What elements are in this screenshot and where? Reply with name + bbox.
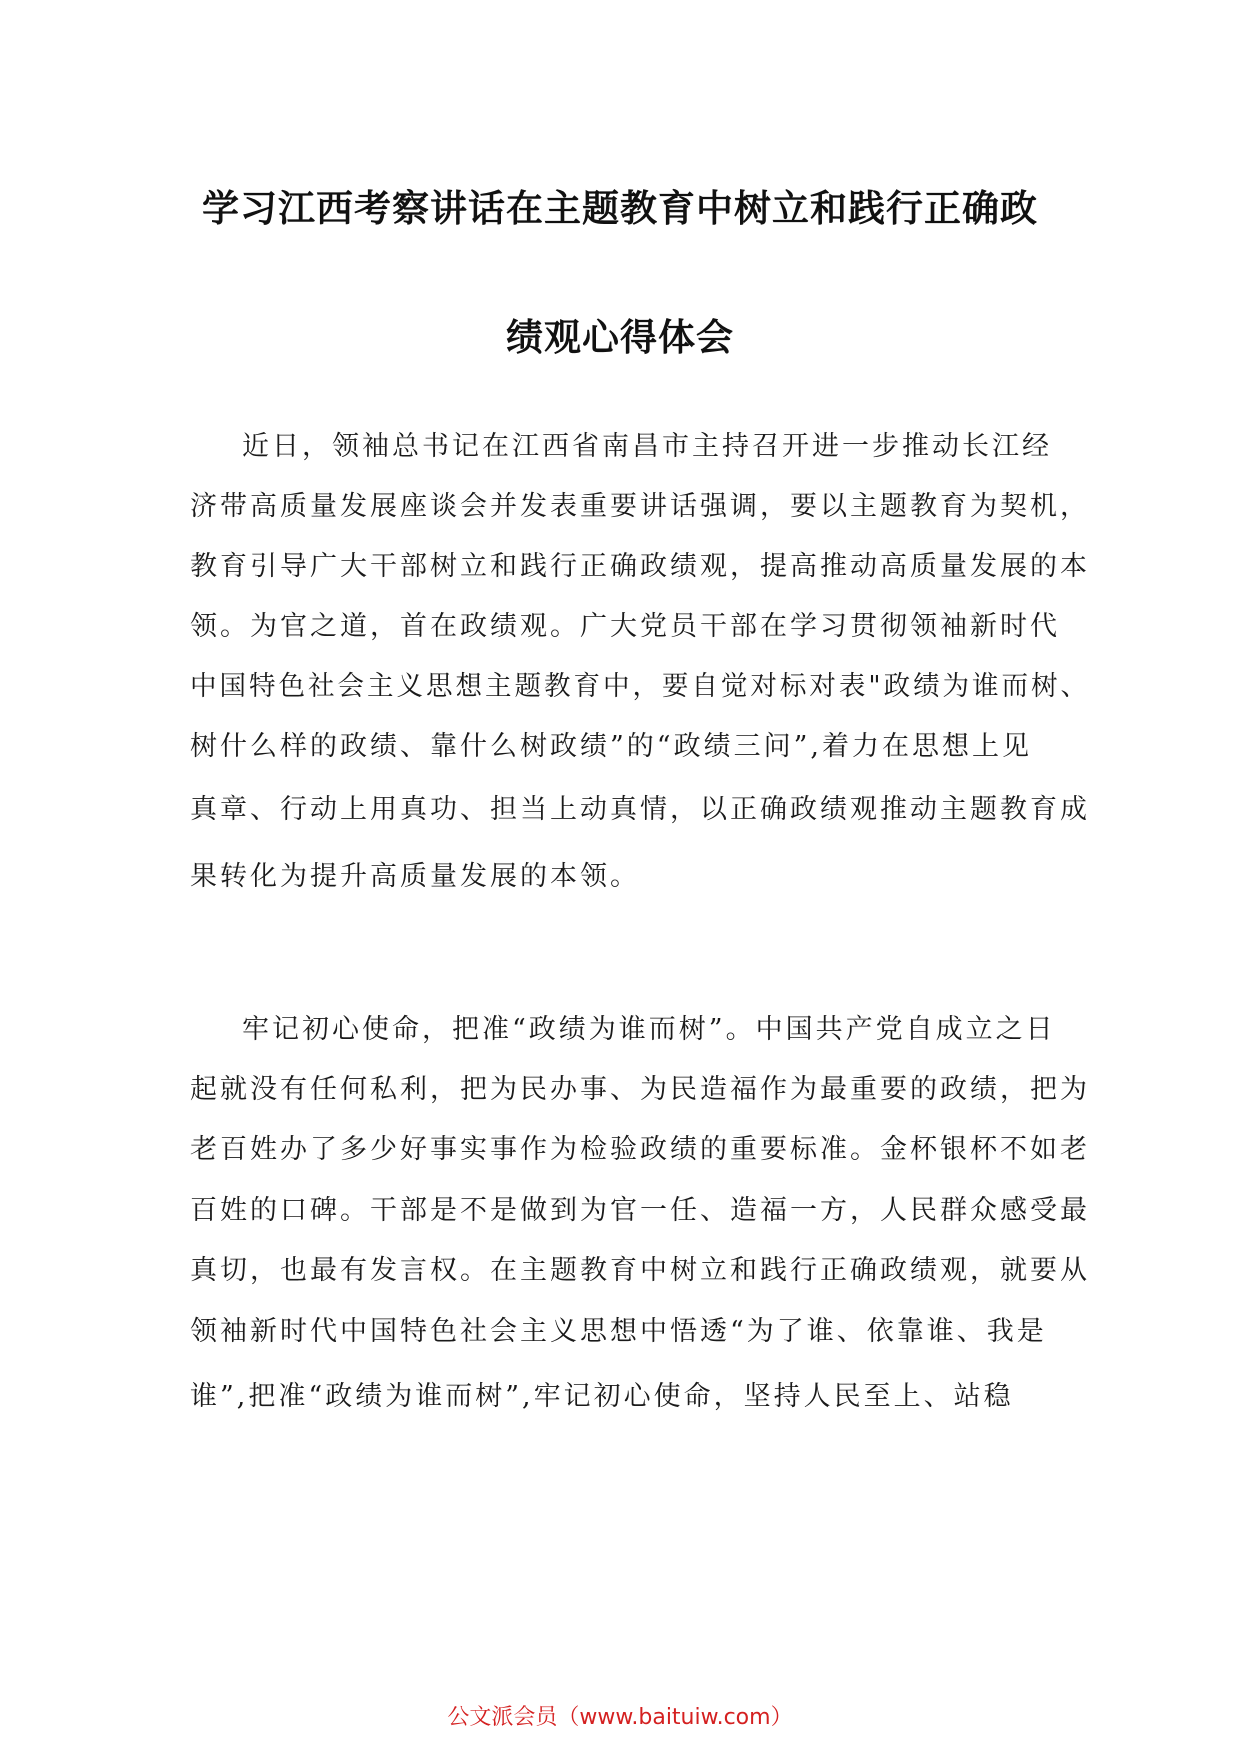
paragraph-1-line: 近日，领袖总书记在江西省南昌市主持召开进一步推动长江经 xyxy=(242,431,1052,462)
paragraph-2-line: 真切，也最有发言权。在主题教育中树立和践行正确政绩观，就要从 xyxy=(190,1255,1090,1286)
paragraph-2-line: 百姓的口碑。干部是不是做到为官一任、造福一方，人民群众感受最 xyxy=(190,1195,1090,1226)
paragraph-2-line: 起就没有任何私利，把为民办事、为民造福作为最重要的政绩，把为 xyxy=(190,1074,1090,1105)
paragraph-1-line: 树什么样的政绩、靠什么树政绩”的“政绩三问”,着力在思想上见 xyxy=(190,731,1032,762)
paragraph-1-line: 中国特色社会主义思想主题教育中，要自觉对标对表"政绩为谁而树、 xyxy=(190,671,1091,702)
paragraph-1-line: 真章、行动上用真功、担当上动真情，以正确政绩观推动主题教育成 xyxy=(190,794,1090,825)
paragraph-1-line: 济带高质量发展座谈会并发表重要讲话强调，要以主题教育为契机， xyxy=(190,491,1090,522)
paragraph-2-line: 老百姓办了多少好事实事作为检验政绩的重要标准。金杯银杯不如老 xyxy=(190,1134,1090,1165)
paragraph-1-line: 教育引导广大干部树立和践行正确政绩观，提高推动高质量发展的本 xyxy=(190,551,1090,582)
paragraph-1-line: 果转化为提升高质量发展的本领。 xyxy=(190,861,640,892)
document-title-line-1: 学习江西考察讲话在主题教育中树立和践行正确政 xyxy=(202,187,1038,230)
paragraph-1-line: 领。为官之道，首在政绩观。广大党员干部在学习贯彻领袖新时代 xyxy=(190,611,1060,642)
paragraph-2-line: 谁”,把准“政绩为谁而树”,牢记初心使命，坚持人民至上、站稳 xyxy=(190,1381,1014,1412)
document-title-line-2: 绩观心得体会 xyxy=(506,316,734,359)
paragraph-2-line: 牢记初心使命，把准“政绩为谁而树”。中国共产党自成立之日 xyxy=(242,1014,1056,1045)
paragraph-2-line: 领袖新时代中国特色社会主义思想中悟透“为了谁、依靠谁、我是 xyxy=(190,1316,1047,1347)
footer-watermark-link[interactable]: 公文派会员（www.baituiw.com） xyxy=(447,1705,793,1730)
